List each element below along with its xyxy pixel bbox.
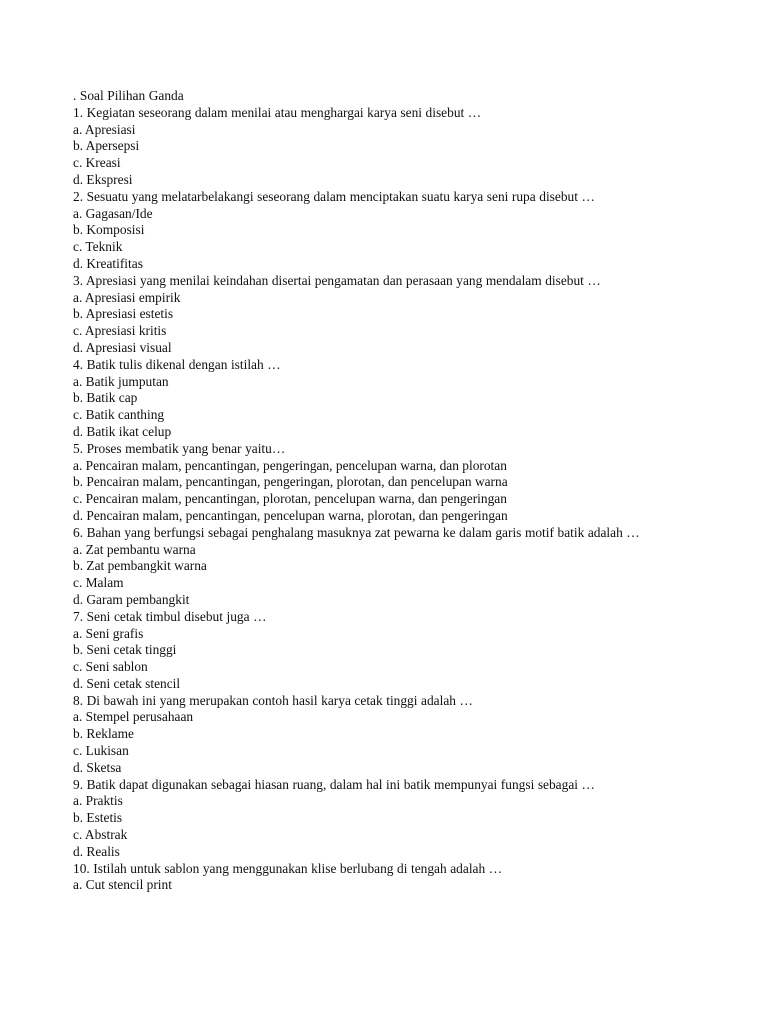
option-c: c. Batik canthing — [73, 407, 165, 423]
question-1 — [73, 105, 693, 189]
option-c: c. Lukisan — [73, 743, 129, 759]
question-text: 8. Di bawah ini yang merupakan contoh hasil karya cetak tinggi adalah … — [73, 692, 473, 708]
option-c: c. Pencairan malam, pencantingan, plorotan, pencelupan warna, dan pengeringan — [73, 491, 507, 507]
question-7 — [73, 609, 693, 693]
option-c: c. Apresiasi kritis — [73, 323, 167, 339]
option-c: c. Kreasi — [73, 155, 121, 171]
option-c: c. Teknik — [73, 239, 123, 255]
question-2 — [73, 189, 693, 273]
question-8 — [73, 693, 693, 777]
option-d: d. Batik ikat celup — [73, 423, 172, 439]
option-b: b. Zat pembangkit warna — [73, 558, 207, 574]
option-a: a. Pencairan malam, pencantingan, pengeringan, pencelupan warna, dan plorotan — [73, 457, 507, 473]
option-d: d. Realis — [73, 843, 120, 859]
option-a: a. Apresiasi empirik — [73, 289, 181, 305]
option-d: d. Apresiasi visual — [73, 339, 172, 355]
option-b: b. Komposisi — [73, 222, 145, 238]
question-text: 7. Seni cetak timbul disebut juga … — [73, 608, 267, 624]
option-d: d. Garam pembangkit — [73, 591, 190, 607]
option-d: d. Seni cetak stencil — [73, 675, 181, 691]
option-b: b. Batik cap — [73, 390, 138, 406]
question-4 — [73, 357, 693, 441]
option-a: a. Apresiasi — [73, 121, 136, 137]
option-d: d. Ekspresi — [73, 171, 133, 187]
option-b: b. Apresiasi estetis — [73, 306, 174, 322]
option-d: d. Pencairan malam, pencantingan, pencelupan warna, plorotan, dan pengeringan — [73, 507, 508, 523]
option-a: a. Seni grafis — [73, 625, 144, 641]
question-text: 2. Sesuatu yang melatarbelakangi seseorang dalam menciptakan suatu karya seni rupa disebut … — [73, 188, 595, 204]
question-10 — [73, 861, 693, 895]
document-page — [73, 88, 693, 894]
option-b: b. Reklame — [73, 726, 134, 742]
option-b: b. Apersepsi — [73, 138, 140, 154]
question-text: 3. Apresiasi yang menilai keindahan disertai pengamatan dan perasaan yang mendalam disebut … — [73, 272, 601, 288]
option-a: a. Zat pembantu warna — [73, 541, 196, 557]
section-heading: . Soal Pilihan Ganda — [73, 88, 184, 103]
option-c: c. Seni sablon — [73, 659, 148, 675]
question-text: 6. Bahan yang berfungsi sebagai penghalang masuknya zat pewarna ke dalam garis motif batik adalah … — [73, 524, 640, 540]
question-5 — [73, 441, 693, 525]
question-6 — [73, 525, 693, 609]
question-text: 9. Batik dapat digunakan sebagai hiasan ruang, dalam hal ini batik mempunyai fungsi sebagai … — [73, 776, 595, 792]
question-3 — [73, 273, 693, 357]
option-b: b. Estetis — [73, 810, 123, 826]
option-a: a. Cut stencil print — [73, 877, 172, 893]
option-a: a. Stempel perusahaan — [73, 709, 194, 725]
option-a: a. Praktis — [73, 793, 123, 809]
option-c: c. Malam — [73, 575, 124, 591]
question-text: 10. Istilah untuk sablon yang menggunakan klise berlubang di tengah adalah … — [73, 860, 503, 876]
option-b: b. Pencairan malam, pencantingan, pengeringan, plorotan, dan pencelupan warna — [73, 474, 508, 490]
option-c: c. Abstrak — [73, 827, 128, 843]
option-d: d. Sketsa — [73, 759, 122, 775]
question-text: 5. Proses membatik yang benar yaitu… — [73, 440, 286, 456]
option-a: a. Gagasan/Ide — [73, 205, 153, 221]
option-b: b. Seni cetak tinggi — [73, 642, 177, 658]
question-text: 1. Kegiatan seseorang dalam menilai atau menghargai karya seni disebut … — [73, 104, 482, 120]
option-a: a. Batik jumputan — [73, 373, 169, 389]
question-9 — [73, 777, 693, 861]
question-text: 4. Batik tulis dikenal dengan istilah … — [73, 356, 281, 372]
option-d: d. Kreatifitas — [73, 255, 143, 271]
